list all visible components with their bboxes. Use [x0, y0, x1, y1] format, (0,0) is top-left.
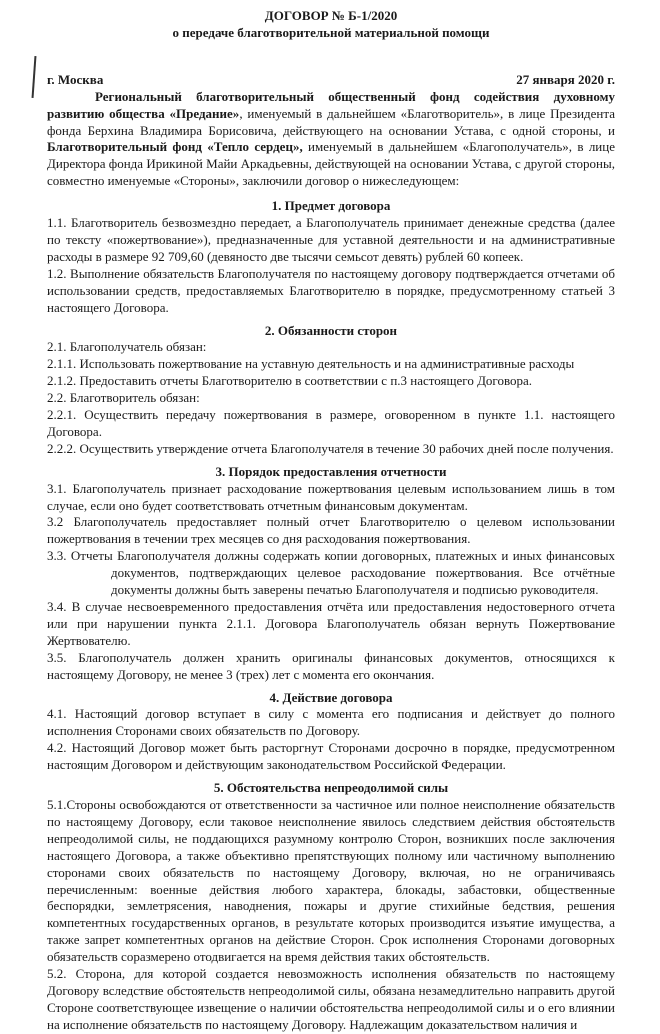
clause: 1.1. Благотворитель безвозмездно передает, а Благополучатель принимает денежные средства (далее по тексту «пожертвование»), предназначенные для уставной деятельности и на административные расходы в размере 92 709,60 (девяносто две тысячи семьсот девять) рублей 60 копеек.: [47, 215, 615, 264]
clause: 2.2.1. Осуществить передачу пожертвования в размере, оговоренном в пункте 1.1. настоящего Договора.: [47, 407, 615, 439]
clause: 2.2.2. Осуществить утверждение отчета Благополучателя в течение 30 рабочих дней после получения.: [47, 440, 614, 456]
section-heading: 1. Предмет договора: [271, 198, 391, 214]
date: 27 января 2020 г.: [516, 71, 615, 87]
section-heading: 5. Обстоятельства непреодолимой силы: [213, 780, 449, 796]
party2-name: Благотворительный фонд «Тепло сердец»,: [47, 139, 303, 155]
clause: 3.5. Благополучатель должен хранить оригиналы финансовых документов, относящихся к настоящему Договору, не менее 3 (трех) лет с момента его окончания.: [47, 649, 615, 682]
section-heading: 2. Обязанности сторон: [264, 322, 398, 338]
preamble: [47, 89, 615, 190]
clause: 3.3. Отчеты Благополучателя должны содержать копии договорных, платежных и иных финансовых документов, подтверждающих целевое расходование пожертвования. Все отчётные документы должны быть заверены печатью Благополучателя и подписью руководителя.: [47, 548, 615, 598]
clause: 3.4. В случае несвоевременного предоставления отчёта или предоставления недостоверного отчета или при нарушении пункта 2.1.1. Договора Благополучатель обязан вернуть Пожертвование Жертвователю.: [47, 599, 615, 648]
clause: 4.2. Настоящий Договор может быть расторгнут Сторонами досрочно в порядке, предусмотренном настоящим Договором и действующим законодательством Российской Федерации.: [47, 740, 615, 773]
clause: 3.2 Благополучатель предоставляет полный отчет Благотворителю о целевом использовании пожертвования в течении трех месяцев со дня расходования пожертвования.: [47, 514, 615, 547]
clause: 4.1. Настоящий договор вступает в силу с момента его подписания и действует до полного исполнения Сторонами своих обязательств по Договору.: [47, 706, 615, 739]
clause: 2.1.1. Использовать пожертвование на уставную деятельность и на административные расходы: [47, 356, 575, 372]
clause: 2.2. Благотворитель обязан:: [47, 390, 200, 406]
clause: 2.1. Благополучатель обязан:: [47, 339, 207, 355]
section-heading: 4. Действие договора: [269, 689, 393, 705]
clause: 1.2. Выполнение обязательств Благополучателя по настоящему договору подтверждается отчетами об использовании средств, предоставляемых Благотворителю в порядке, предусмотренному статьей 3 настоящего Договора.: [47, 265, 615, 315]
sections: [47, 198, 615, 1034]
clause: 3.1. Благополучатель признает расходование пожертвования целевым использованием лишь в том случае, если оно будет соответствовать отчетным финансовым документам.: [47, 480, 615, 513]
pen-mark: [32, 56, 36, 98]
clause: 2.1.2. Предоставить отчеты Благотворителю в соответствии с п.3 настоящего Договора.: [47, 373, 533, 389]
place-date-row: [47, 72, 615, 89]
clause: 5.2. Сторона, для которой создается невозможность исполнения обязательств по настоящему Договору вследствие обстоятельств непреодолимой силы, обязана незамедлительно направить другой Стороне соответствующее извещение о наличии обстоятельства непреодолимой силы и о его влиянии на исполнение обязательств по настоящему Договору. Надлежащим доказательством наличия и: [47, 966, 615, 1032]
document-title: ДОГОВОР № Б-1/2020: [264, 8, 398, 23]
contract-page: [47, 8, 615, 1034]
document-subtitle: о передаче благотворительной материальной помощи: [172, 24, 490, 40]
party1-name: Региональный благотворительный общественный фонд содействия духовному развитию общества «Предание»: [47, 88, 615, 121]
section-heading: 3. Порядок предоставления отчетности: [215, 463, 447, 479]
clause: 5.1.Стороны освобождаются от ответственности за частичное или полное неисполнение обязательств по настоящему Договору, если таковое неисполнение явилось следствием действия обстоятельств непреодолимой силы, не поддающихся разумному контролю Сторон, возникших после заключения настоящего Договора, а также объективно препятствующих полному или частичному выполнению сторонами своих обязательств по настоящему Договору, включая, но не ограничиваясь перечисленным: военные действия любого характера, блокады, забастовки, общественные беспорядки, землетрясения, наводнения, пожары и другие стихийные бедствия, решения компетентных государственных органов, в результате которых производится изъятие имущества, а также запрет компетентных органов на действие Сторон. Срок исполнения Сторонами договорных обязательств соразмерено отодвигается на время действия таких обстоятельств.: [47, 796, 615, 965]
preamble-text-2: именуемый в дальнейшем «Благополучатель», в лице Директора фонда Ирикиной Майи Аркадьевны, действующей на основании Устава, с другой стороны, совместно именуемые «Стороны», заключили договор о нижеследующем:: [47, 139, 615, 189]
preamble-text-1: , именуемый в дальнейшем «Благотворитель», в лице Президента фонда Берхина Владимира Борисовича, действующего на основании Устава, с одной стороны, и: [47, 105, 615, 138]
city: г. Москва: [47, 71, 104, 87]
